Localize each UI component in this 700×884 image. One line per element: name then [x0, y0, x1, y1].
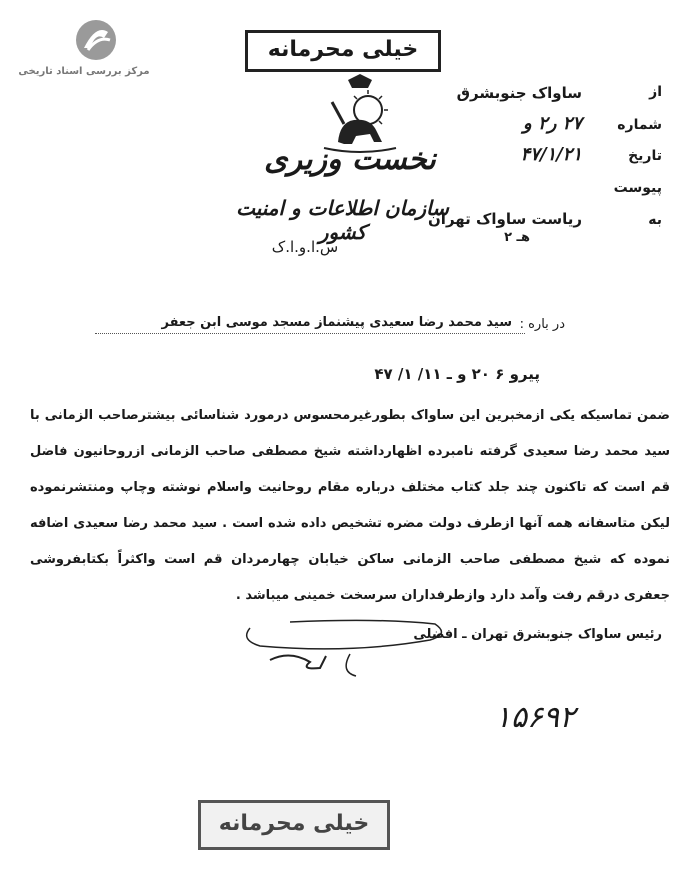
to-subref: هـ ۲ [504, 230, 530, 245]
org-code: س.ا.و.ا.ک [271, 238, 339, 256]
attachment-label: پیوست [613, 180, 662, 196]
archive-number: ۱۵۶۹۲ [494, 700, 576, 735]
letter-body: ضمن تماسیکه یکی ازمخبرین این ساواک بطورغیرمحسوس درمورد شناسائی بیشترصاحب الزمانی با سید محمد رضا سعیدی گرفته نامبرده اظهارداشته شیخ مصطفی صاحب الزمانی ازروحانیون فاضل قم است که تاکنون چند جلد کتاب مختلف درباره مقام روحانیت واسلام نوشته وچاپ ومنتشرنموده لیکن متاسفانه همه آنها ازطرف دولت مضره تشخیص داده شده است . سید محمد رضا سعیدی اضافه نموده که شیخ مصطفی صاحب الزمانی ساکن خیابان چهارمردان قم است واکثراً بکتابفروشی جعفری درقم رفت وآمد دارد وازطرفداران سرسخت خمینی میباشد . [30, 408, 670, 603]
archive-logo [14, 18, 154, 88]
logo-text: مرکز بررسی اسناد تاریخی [18, 66, 150, 77]
date-label: تاریخ [628, 148, 662, 164]
from-value: ساواک جنوبشرق [456, 84, 582, 102]
to-value: ریاست ساواک تهران [428, 210, 582, 228]
classification-stamp-top: خیلی محرمانه [245, 30, 441, 72]
archive-logo-icon [74, 18, 118, 62]
handwritten-signature [230, 610, 460, 680]
number-label: شماره [617, 117, 662, 133]
org-name: نخست وزیری [264, 142, 436, 177]
signature-title: رئیس ساواک جنوبشرق تهران ـ افضلی [413, 627, 662, 642]
subject-label: در باره : [519, 317, 565, 332]
follow-reference: پیرو ۶ ۲۰ و ـ ۱۱/ ۱/ ۴۷ [374, 365, 540, 383]
classification-stamp-bottom: خیلی محرمانه [198, 800, 390, 850]
to-label: به [648, 212, 662, 228]
org-subtitle: سازمان اطلاعات و امنیت کشور [236, 196, 449, 244]
from-label: از [649, 84, 662, 100]
number-value: ۲۷ ر۲ و [523, 113, 582, 134]
date-value: ۴۷/۱/۲۱ [520, 144, 582, 165]
subject-underline [95, 333, 525, 334]
subject-text: سید محمد رضا سعیدی پیشنماز مسجد موسی ابن جعفر [161, 315, 512, 330]
